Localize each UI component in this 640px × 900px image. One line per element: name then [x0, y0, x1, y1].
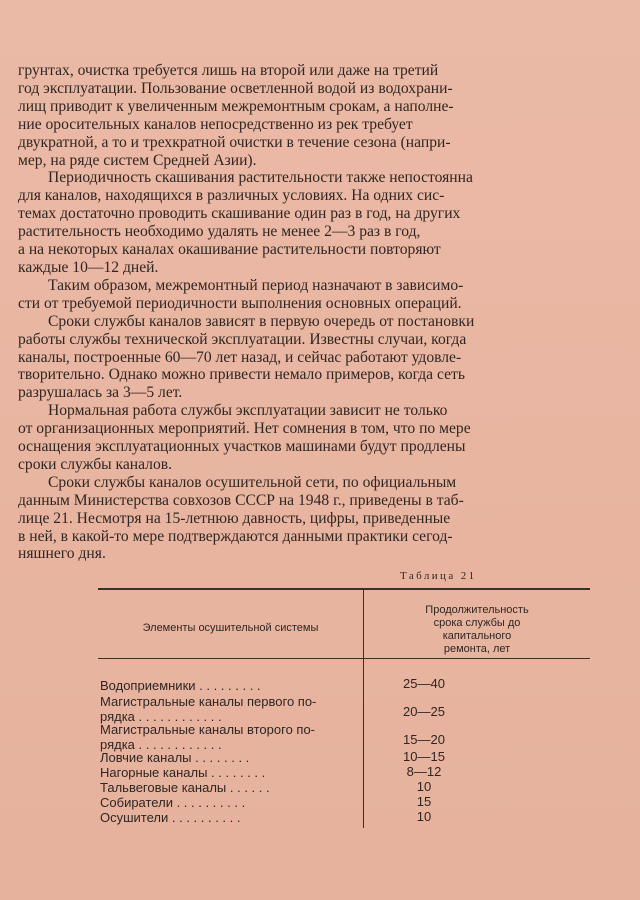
- text-line: Нормальная работа службы эксплуатации зависит не только: [48, 402, 448, 420]
- table-row-name: [100, 694, 358, 724]
- table-row-name: [100, 765, 358, 780]
- table-header-rule: [98, 658, 590, 659]
- table-row-value: 8—12: [406, 764, 442, 779]
- header-line: срока службы до: [433, 617, 521, 629]
- table-row-value: 15: [416, 794, 432, 809]
- row-text: Осушители . . . . . . . . . .: [100, 810, 241, 825]
- row-text: Магистральные каналы второго по-: [100, 722, 316, 737]
- header-line: капитального: [442, 630, 512, 642]
- text-line: мер, на ряде систем Средней Азии).: [18, 151, 257, 169]
- table-caption: Таблица 21: [400, 570, 477, 582]
- table-row-value: 10—15: [403, 749, 445, 764]
- text-line: темах достаточно проводить скашивание один раз в год, на других: [18, 205, 461, 223]
- table-row-name: [100, 795, 358, 810]
- text-line: Периодичность скашивания растительности также непостоянна: [48, 169, 473, 187]
- row-text: Водоприемники . . . . . . . . .: [100, 678, 261, 693]
- row-text: Собиратели . . . . . . . . . .: [100, 795, 246, 810]
- table-row-value: 25—40: [403, 676, 445, 691]
- text-line: для каналов, находящихся в различных условиях. На одних сис-: [18, 187, 445, 205]
- table-row-value: 20—25: [403, 704, 445, 719]
- text-line: лице 21. Несмотря на 15-летнюю давность, цифры, приведенные: [18, 509, 451, 527]
- text-line: Сроки службы каналов осушительной сети, по официальным: [48, 473, 457, 491]
- table-row-value: 10: [416, 809, 432, 824]
- paragraph-2: [18, 169, 596, 276]
- row-text: Магистральные каналы первого по-: [100, 694, 317, 709]
- text-line: грунтах, очистка требуется лишь на второй или даже на третий: [18, 62, 439, 79]
- text-line: в ней, в какой-то мере подтверждаются данными практики сегод-: [18, 527, 453, 545]
- column-header-duration: [364, 604, 590, 656]
- table-row-value: 15—20: [403, 732, 445, 747]
- row-text: Ловчие каналы . . . . . . . .: [100, 750, 250, 765]
- row-text: Тальвеговые каналы . . . . . .: [100, 780, 270, 795]
- row-text: Нагорные каналы . . . . . . . .: [100, 765, 266, 780]
- text-line: от организационных мероприятий. Нет сомнения в том, что по мере: [18, 420, 471, 438]
- row-text: рядка . . . . . . . . . . . .: [100, 709, 222, 724]
- paragraph-3: [18, 277, 596, 313]
- text-line: год эксплуатации. Пользование осветленной водой из водохрани-: [18, 79, 453, 97]
- text-line: сроки службы каналов.: [18, 455, 173, 473]
- text-line: а на некоторых каналах окашивание растительности повторяют: [18, 241, 441, 259]
- text-line: растительность необходимо удалять не менее 2—3 раз в год,: [18, 223, 421, 241]
- text-line: ние оросительных каналов непосредственно из рек требует: [18, 115, 413, 133]
- text-line: данным Министерства совхозов СССР на 1948 г., приведены в таб-: [18, 491, 464, 509]
- paragraph-5: [18, 402, 596, 474]
- text-line: няшнего дня.: [18, 545, 106, 563]
- paragraph-1: [18, 62, 596, 169]
- header-line: ремонта, лет: [443, 643, 511, 655]
- table-row-name: [100, 750, 358, 765]
- body-text: [18, 62, 596, 563]
- table-row-name: [100, 722, 358, 752]
- header-line: Продолжительность: [425, 604, 529, 616]
- text-line: творительно. Однако можно привести немало примеров, когда сеть: [18, 366, 465, 384]
- text-line: сти от требуемой периодичности выполнения основных операций.: [18, 294, 462, 312]
- text-line: каналы, построенные 60—70 лет назад, и сейчас работают удовле-: [18, 348, 462, 366]
- text-line: Сроки службы каналов зависят в первую очередь от постановки: [48, 312, 475, 330]
- paragraph-6: [18, 474, 596, 564]
- column-header-elements: Элементы осушительной системы: [142, 622, 319, 634]
- text-line: разрушалась за 3—5 лет.: [18, 384, 183, 402]
- table-row-value: 10: [416, 779, 432, 794]
- paragraph-4: [18, 313, 596, 403]
- table-row-name: [100, 678, 358, 693]
- table-top-rule: [98, 588, 590, 590]
- text-line: работы службы технической эксплуатации. Известны случаи, когда: [18, 330, 467, 348]
- text-line: Таким образом, межремонтный период назначают в зависимо-: [48, 276, 464, 294]
- text-line: каждые 10—12 дней.: [18, 258, 159, 276]
- table-row-name: [100, 810, 358, 825]
- text-line: оснащения эксплуатационных участков машинами будут продлены: [18, 438, 466, 456]
- row-text: рядка . . . . . . . . . . . .: [100, 737, 222, 752]
- text-line: двукратной, а то и трехкратной очистки в течение сезона (напри-: [18, 133, 451, 151]
- text-line: лищ приводит к увеличенным межремонтным срокам, а наполне-: [18, 97, 454, 115]
- table-row-name: [100, 780, 358, 795]
